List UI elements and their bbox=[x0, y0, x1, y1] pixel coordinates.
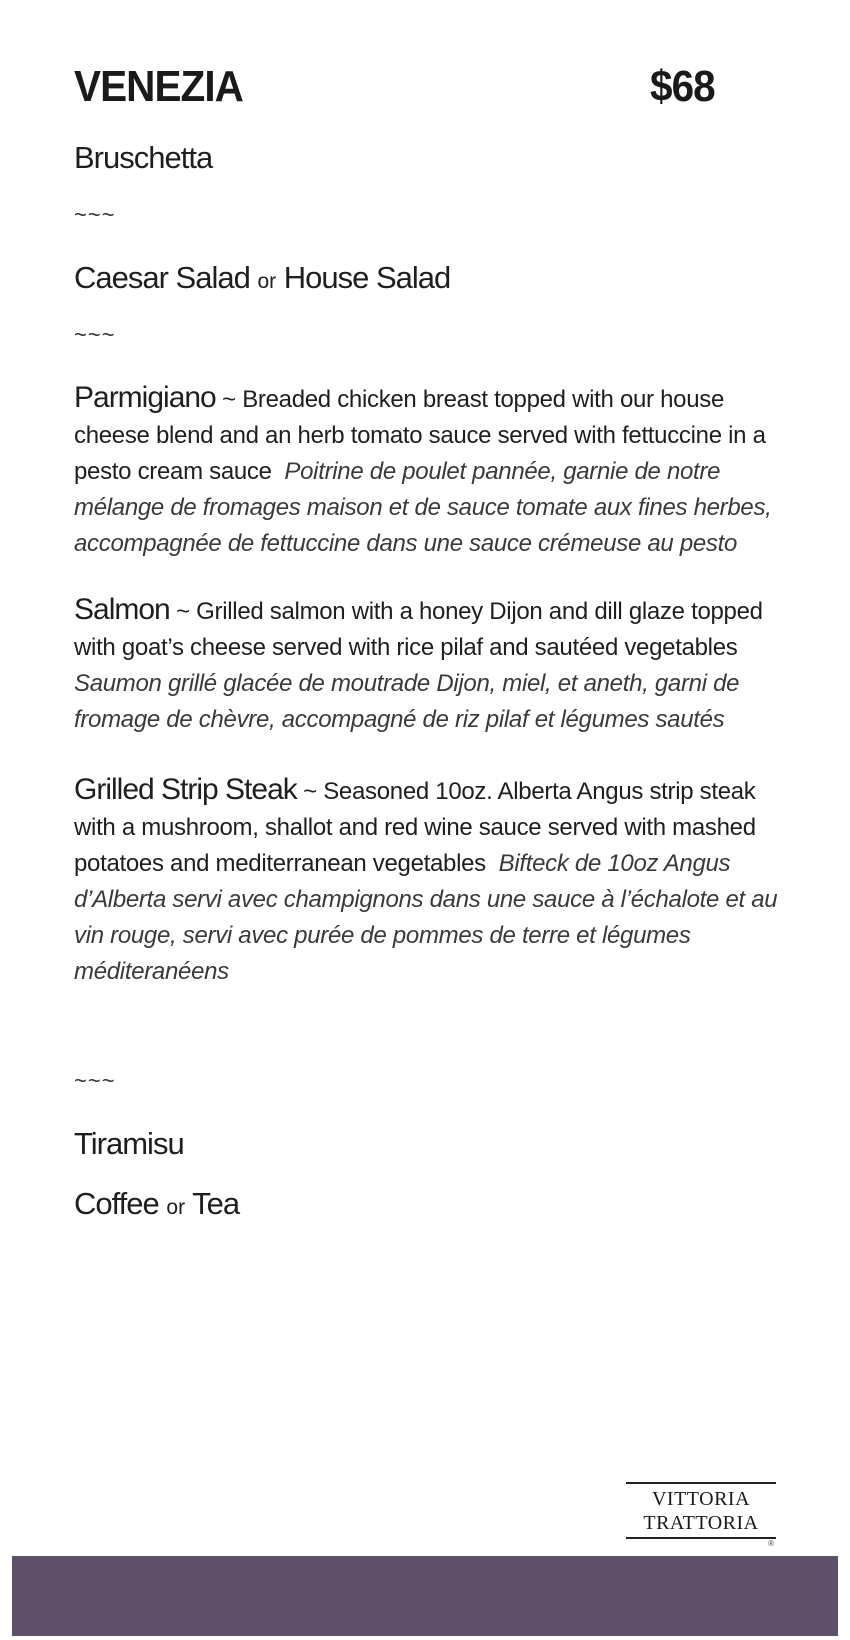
dish-description-fr: Bifteck de 10oz Angus d’Alberta servi avec champignons dans une sauce à l’échalote et au vin rouge, servi avec purée de pommes de terre et légumes méditeranéens bbox=[74, 850, 778, 985]
dish-description-en: Breaded chicken breast topped with our house cheese blend and an herb tomato sauce served with fettuccine in a pesto cream sauce bbox=[74, 386, 766, 485]
footer-bar bbox=[12, 1556, 838, 1636]
logo-top-rule bbox=[626, 1482, 776, 1484]
main-dish bbox=[74, 772, 794, 990]
drink-option-tea: Tea bbox=[192, 1186, 240, 1221]
drink-or: or bbox=[166, 1196, 186, 1219]
logo-line-1: VITTORIA bbox=[651, 1488, 751, 1510]
menu-title: VENEZIA bbox=[74, 62, 244, 111]
drink-option-coffee: Coffee bbox=[74, 1186, 159, 1221]
dish-name: Grilled Strip Steak bbox=[74, 773, 297, 806]
dish-name: Salmon bbox=[74, 593, 170, 626]
main-dish bbox=[74, 592, 794, 738]
salad-option-house: House Salad bbox=[283, 260, 451, 295]
separator: ~~~ bbox=[74, 202, 116, 227]
dish-description-fr: Saumon grillé glacée de moutrade Dijon, miel, et aneth, garni de fromage de chèvre, accompagné de riz pilaf et légumes sautés bbox=[74, 670, 740, 733]
dish-tilde: ~ bbox=[215, 386, 243, 413]
dish-description-en: Seasoned 10oz. Alberta Angus strip steak with a mushroom, shallot and red wine sauce served with mashed potatoes and mediterranean vegetables bbox=[74, 778, 756, 877]
restaurant-logo bbox=[626, 1482, 776, 1548]
salad-or: or bbox=[257, 270, 277, 293]
course-drink bbox=[74, 1186, 239, 1222]
salad-option-caesar: Caesar Salad bbox=[74, 260, 250, 295]
separator: ~~~ bbox=[74, 1068, 116, 1093]
course-starter: Bruschetta bbox=[74, 140, 213, 175]
logo-line-2: TRATTORIA bbox=[643, 1512, 759, 1534]
dish-tilde: ~ bbox=[296, 778, 324, 805]
logo-bottom-rule bbox=[626, 1537, 776, 1539]
course-dessert: Tiramisu bbox=[74, 1126, 184, 1161]
registered-mark: ® bbox=[768, 1539, 774, 1548]
main-dish bbox=[74, 380, 794, 562]
dish-tilde: ~ bbox=[169, 598, 197, 625]
separator: ~~~ bbox=[74, 322, 116, 347]
dish-description-en: Grilled salmon with a honey Dijon and dill glaze topped with goat’s cheese served with rice pilaf and sautéed vegetables bbox=[74, 598, 763, 661]
menu-price: $68 bbox=[650, 62, 715, 111]
dish-name: Parmigiano bbox=[74, 381, 216, 414]
dish-description-fr: Poitrine de poulet pannée, garnie de notre mélange de fromages maison et de sauce tomate aux fines herbes, accompagnée de fettuccine dans une sauce crémeuse au pesto bbox=[74, 458, 772, 557]
course-salad bbox=[74, 260, 450, 296]
